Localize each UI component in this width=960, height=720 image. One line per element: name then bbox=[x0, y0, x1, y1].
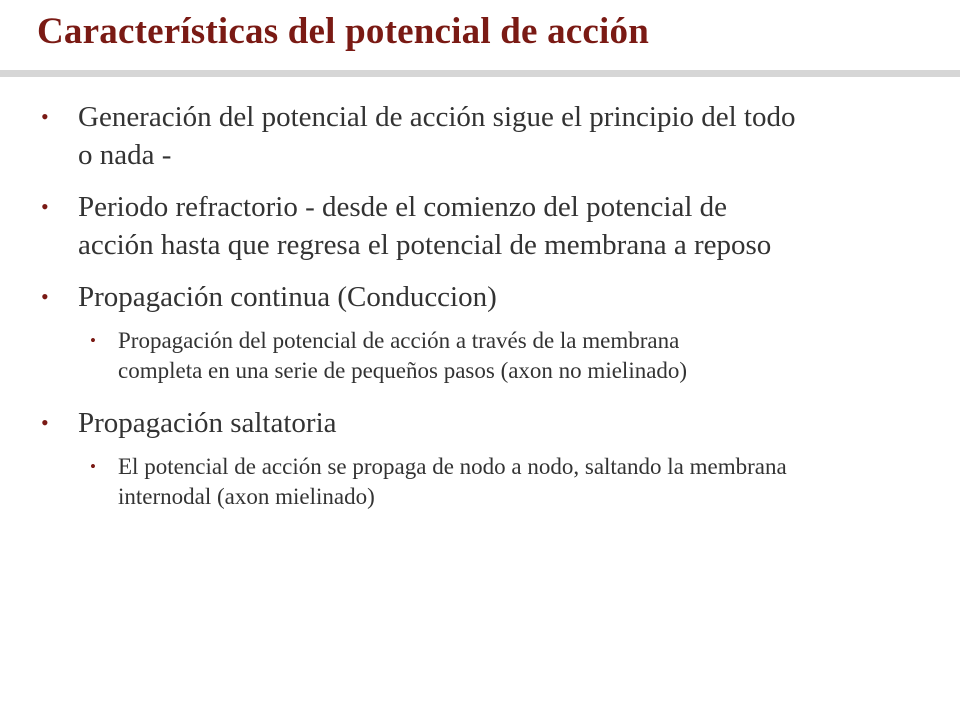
sub-bullet-marker: • bbox=[90, 457, 96, 476]
bullet-item bbox=[38, 188, 808, 264]
bullet-text: Propagación saltatoria bbox=[78, 407, 337, 439]
sub-bullet-text: El potencial de acción se propaga de nodo a nodo, saltando la membrana internodal (axon mielinado) bbox=[118, 454, 787, 509]
sub-bullet-item bbox=[38, 326, 758, 386]
bullet-marker: • bbox=[41, 410, 49, 435]
title-divider bbox=[0, 70, 960, 77]
bullet-item bbox=[38, 98, 808, 174]
sub-bullet-marker: • bbox=[90, 331, 96, 350]
slide-title: Características del potencial de acción bbox=[37, 11, 649, 52]
bullet-item bbox=[38, 404, 808, 442]
bullet-text: Propagación continua (Conduccion) bbox=[78, 281, 497, 313]
sub-bullet-item bbox=[38, 452, 818, 512]
sub-bullet-text: Propagación del potencial de acción a través de la membrana completa en una serie de pequeños pasos (axon no mielinado) bbox=[118, 328, 688, 383]
bullet-text: Periodo refractorio - desde el comienzo del potencial de acción hasta que regresa el potencial de membrana a reposo bbox=[78, 191, 772, 261]
bullet-marker: • bbox=[41, 284, 49, 309]
bullet-text: Generación del potencial de acción sigue el principio del todo o nada - bbox=[78, 101, 796, 171]
bullet-marker: • bbox=[41, 104, 49, 129]
bullet-marker: • bbox=[41, 194, 49, 219]
bullet-list bbox=[38, 98, 918, 530]
bullet-item bbox=[38, 278, 808, 316]
